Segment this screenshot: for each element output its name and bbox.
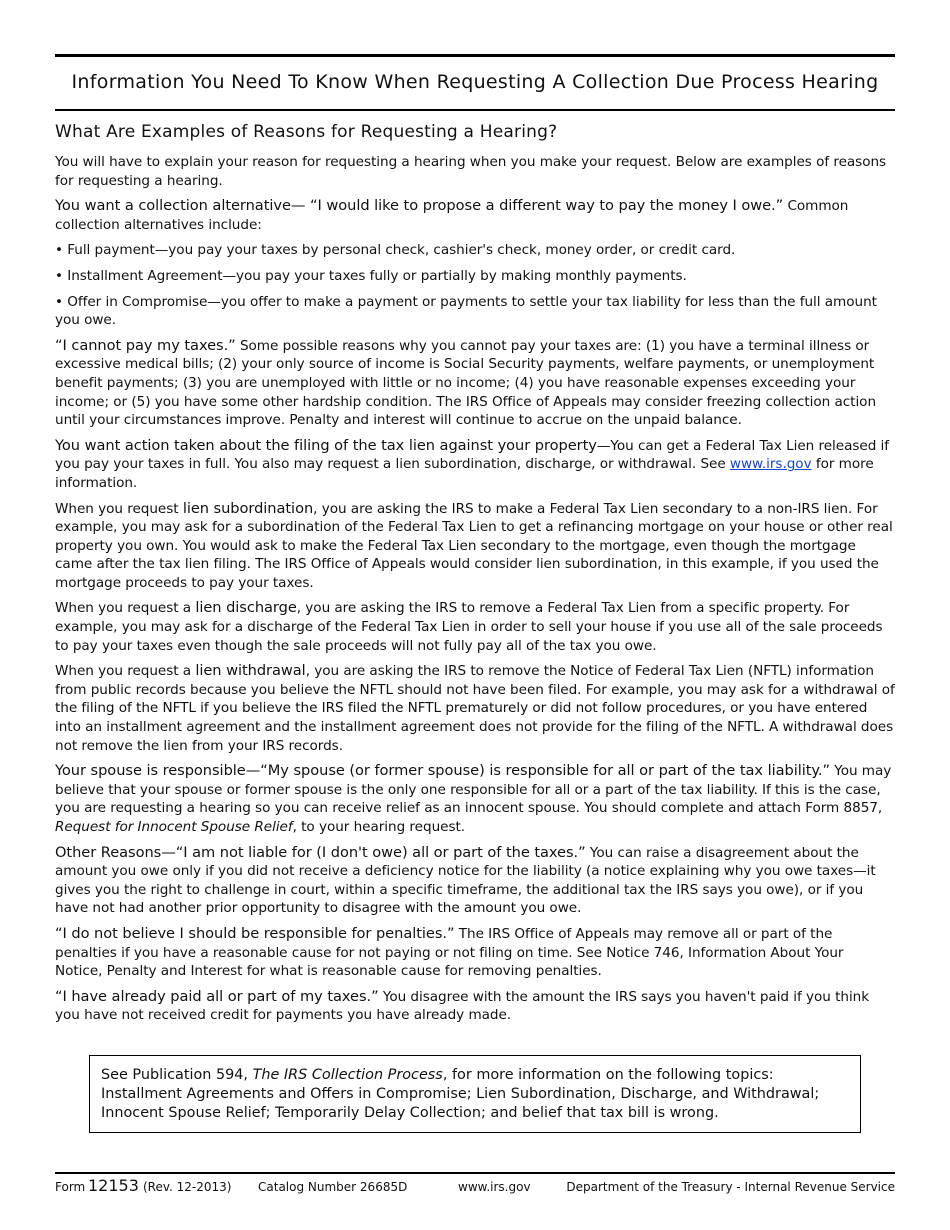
bullet-installment-agreement: • Installment Agreement—you pay your taxes fully or partially by making monthly payments.: [55, 267, 687, 284]
subordination-lead: lien subordination: [182, 499, 314, 517]
tax-lien-lead: You want action taken about the filing of the tax lien against your property: [55, 436, 597, 454]
tax-lien-tail: for more information.: [55, 456, 874, 491]
bullet-full-payment: • Full payment—you pay your taxes by personal check, cashier's check, money order, or credit card.: [55, 242, 736, 259]
page-title: Information You Need To Know When Requesting A Collection Due Process Hearing: [71, 71, 879, 93]
withdrawal-lead: lien withdrawal: [195, 662, 306, 680]
penalties-paragraph: [55, 925, 895, 981]
cannot-pay-text: Some possible reasons why you cannot pay your taxes are: (1) you have a terminal illness or excessive medical bills; (2) your only source of income is Social Security payments, welfare payments, or unemployment benefit payments; (3) you are unemployed with little or no income; (4) you have reasonable expenses exceeding your income; or (5) you have some other hardship condition. The IRS Office of Appeals may consider freezing collection action until your circumstances improve. Penalty and interest will continue to accrue on the unpaid balance.: [55, 337, 877, 429]
footer-revision: (Rev. 12-2013): [143, 1180, 232, 1194]
tax-lien-paragraph: [55, 437, 895, 493]
other-reasons-paragraph: [55, 844, 895, 918]
collection-alternative-paragraph: [55, 197, 895, 234]
discharge-text: , you are asking the IRS to remove a Federal Tax Lien from a specific property. For example, you may ask for a discharge of the Federal Tax Lien in order to sell your house if you use all of the sale proceeds to pay your taxes even though the sale proceeds will not fully pay all of the tax you owe.: [55, 600, 883, 654]
publication-594-box: [89, 1055, 861, 1133]
other-reasons-text: You can raise a disagreement about the amount you owe only if you did not receive a deficiency notice for the liability (a notice explaining why you owe taxes—it gives you the right to challenge in court, within a specific timeframe, the additional tax the IRS says you owe), or if you have not had another prior opportunity to disagree with the amount you owe.: [55, 844, 876, 917]
penalties-text: The IRS Office of Appeals may remove all or part of the penalties if you have a reasonable cause for not paying or not filing on time. See Notice 746, Information About Your Notice, Penalty and Interest for what is reasonable cause for removing penalties.: [55, 925, 844, 980]
form-page: [55, 54, 895, 1133]
lien-discharge-paragraph: [55, 599, 895, 655]
title-rule: [55, 109, 895, 111]
collection-alternative-text: Common collection alternatives include:: [55, 198, 849, 233]
discharge-pre: When you request a: [55, 600, 196, 617]
already-paid-text: You disagree with the amount the IRS says you haven't paid if you think you have not received credit for payments you have already made.: [55, 988, 870, 1024]
section-heading: What Are Examples of Reasons for Requesting a Hearing?: [55, 122, 558, 142]
lien-subordination-paragraph: [55, 500, 895, 593]
withdrawal-pre: When you request a: [55, 663, 196, 680]
footer: [55, 1178, 895, 1198]
withdrawal-text: , you are asking the IRS to remove the Notice of Federal Tax Lien (NFTL) information from public records because you believe the NFTL should not have been filed. For example, you may ask for a withdrawal of the filing of the NFTL if you believe the IRS filed the NFTL prematurely or did not follow procedures, or you have entered into an installment agreement and the installment agreement does not provide for the filing of the NFTL. A withdrawal does not remove the lien from your IRS records.: [55, 663, 895, 754]
publication-title: The IRS Collection Process: [252, 1066, 443, 1083]
form-8857-title: Request for Innocent Spouse Relief: [55, 819, 293, 835]
spouse-tail: , to your hearing request.: [292, 819, 466, 835]
intro-paragraph: You will have to explain your reason for requesting a hearing when you make your request. Below are examples of reasons for requesting a hearing.: [55, 154, 887, 189]
footer-form-label: Form: [55, 1180, 86, 1194]
spouse-lead: Your spouse is responsible—“My spouse (or former spouse) is responsible for all or part of the tax liability.”: [55, 762, 830, 780]
box-pre: See Publication 594,: [101, 1066, 253, 1083]
tax-lien-text: —You can get a Federal Tax Lien released if you pay your taxes in full. You also may request a lien subordination, discharge, or withdrawal. See: [55, 437, 890, 473]
irs-website-link[interactable]: www.irs.gov: [729, 456, 812, 473]
already-paid-paragraph: [55, 988, 895, 1025]
collection-alternative-lead: You want a collection alternative— “I would like to propose a different way to pay the money I owe.”: [55, 197, 784, 215]
footer-department: Department of the Treasury - Internal Revenue Service: [566, 1180, 895, 1194]
penalties-lead: “I do not believe I should be responsible for penalties.”: [55, 924, 455, 942]
footer-website: www.irs.gov: [458, 1180, 531, 1194]
footer-form-number: 12153: [88, 1176, 139, 1195]
cannot-pay-paragraph: [55, 337, 895, 430]
spouse-paragraph: [55, 762, 895, 836]
already-paid-lead: “I have already paid all or part of my taxes.”: [55, 987, 379, 1005]
cannot-pay-lead: “I cannot pay my taxes.”: [55, 336, 236, 354]
bullet-offer-in-compromise: • Offer in Compromise—you offer to make a payment or payments to settle your tax liability for less than the full amount you owe.: [55, 293, 877, 329]
subordination-text: , you are asking the IRS to make a Federal Tax Lien secondary to a non-IRS lien. For example, you may ask for a subordination of the Federal Tax Lien to get a refinancing mortgage on your house or other real property you own. You would ask to make the Federal Tax Lien secondary to the mortgage, even though the mortgage came after the tax lien filing. The IRS Office of Appeals would consider lien subordination, in this example, if you used the mortgage proceeds to pay your taxes.: [55, 500, 893, 591]
spouse-text: You may believe that your spouse or former spouse is the only one responsible for all or a part of the tax liability. If this is the case, you are requesting a hearing so you can receive relief as an innocent spouse. You should complete and attach Form 8857,: [55, 763, 892, 817]
subordination-pre: When you request: [55, 500, 183, 517]
lien-withdrawal-paragraph: [55, 662, 895, 755]
footer-rule: [55, 1172, 895, 1174]
other-reasons-lead: Other Reasons—“I am not liable for (I don't owe) all or part of the taxes.”: [55, 843, 586, 861]
box-text: , for more information on the following topics: Installment Agreements and Offers in Compromise; Lien Subordination, Discharge, and Withdrawal; Innocent Spouse Relief; Temporarily Delay Collection; and belief that tax bill is wrong.: [101, 1066, 820, 1121]
discharge-lead: lien discharge: [195, 599, 297, 617]
footer-catalog-number: Catalog Number 26685D: [258, 1180, 408, 1194]
